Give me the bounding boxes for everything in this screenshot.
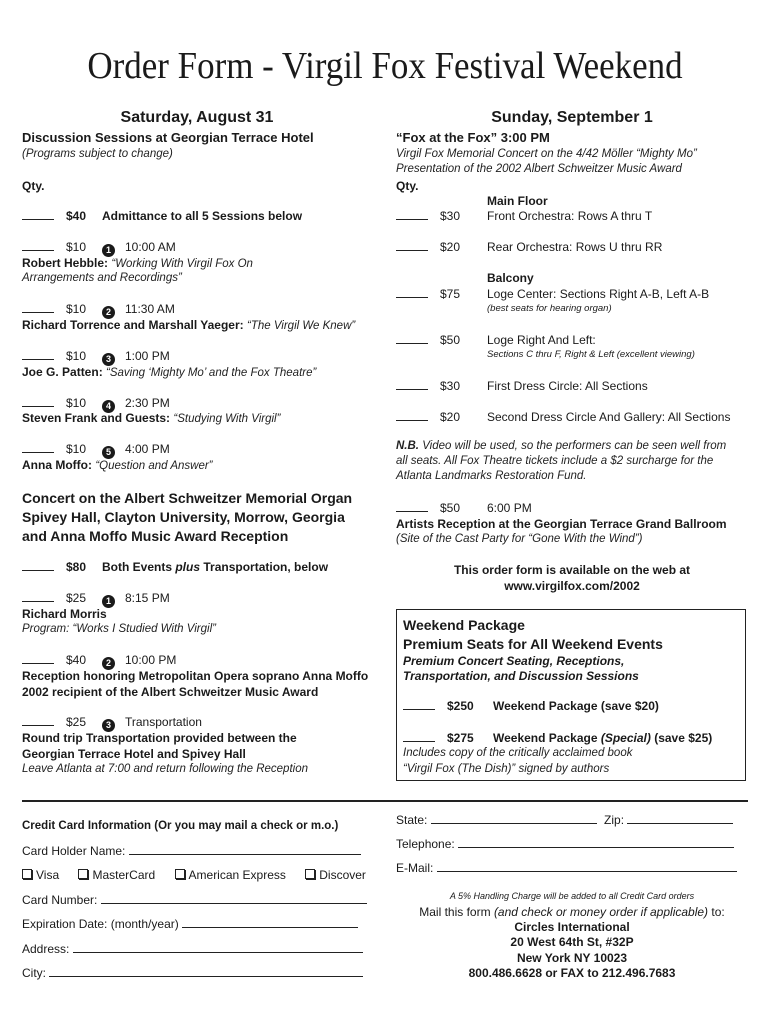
field-label: Card Holder Name: — [22, 844, 126, 858]
price: $20 — [440, 240, 461, 254]
nb-line-3: Atlanta Landmarks Restoration Fund. — [396, 470, 587, 482]
row-label: Admittance to all 5 Sessions below — [102, 209, 303, 223]
option-label: Weekend Package — [493, 731, 601, 745]
price: $10 — [66, 302, 87, 316]
qty-blank[interactable] — [22, 312, 54, 313]
org-phone: 800.486.6628 or FAX to 212.496.7683 — [468, 966, 676, 980]
reception-desc-1: Artists Reception at the Georgian Terrace Grand Ballroom — [396, 517, 727, 531]
qty-blank[interactable] — [22, 452, 54, 453]
seat-label: Loge Right And Left: — [487, 333, 596, 347]
blank-line[interactable] — [437, 871, 737, 872]
qty-blank[interactable] — [403, 741, 435, 742]
concert-heading-2: Spivey Hall, Clayton University, Morrow, Georgia — [22, 509, 345, 525]
qty-blank[interactable] — [22, 663, 54, 664]
time: 2:30 PM — [125, 396, 170, 410]
field-label: State: — [396, 813, 428, 827]
number-badge: 1 — [102, 595, 115, 608]
price: $50 — [440, 501, 461, 515]
time: 8:15 PM — [125, 591, 170, 605]
checkbox-icon[interactable] — [305, 869, 315, 879]
row-label-end: Transportation, below — [200, 560, 329, 574]
price: $250 — [447, 699, 474, 713]
mail-text: Mail this form — [419, 905, 494, 919]
package-title-1: Weekend Package — [403, 617, 525, 633]
package-sub-2: Transportation, and Discussion Sessions — [403, 669, 639, 683]
session-row-2 — [22, 302, 175, 319]
divider-rule — [22, 800, 748, 802]
field-label: City: — [22, 966, 46, 980]
field-label: Address: — [22, 942, 70, 956]
seat-row-4 — [396, 333, 596, 347]
blank-line[interactable] — [129, 854, 361, 855]
speaker: Richard Torrence and Marshall Yaeger: — [22, 318, 244, 332]
price: $275 — [447, 731, 474, 745]
price: $25 — [66, 591, 87, 605]
session-row-3 — [22, 349, 170, 366]
session-desc-2 — [22, 318, 355, 332]
event-row-2 — [22, 653, 176, 670]
session-desc-5 — [22, 458, 213, 472]
web-note-1: This order form is available on the web at — [453, 563, 691, 577]
qty-blank[interactable] — [22, 359, 54, 360]
qty-label-sun: Qty. — [396, 179, 419, 193]
email-field[interactable] — [396, 861, 737, 875]
city-field[interactable] — [22, 966, 363, 980]
event-row-3 — [22, 715, 202, 732]
qty-blank[interactable] — [22, 725, 54, 726]
price: $40 — [66, 209, 87, 223]
card-label: MasterCard — [92, 868, 156, 882]
event-row-1 — [22, 591, 170, 608]
sunday-heading: Sunday, September 1 — [491, 109, 653, 126]
org-address-1: 20 West 64th St, #32P — [510, 935, 634, 949]
fox-desc-1: Virgil Fox Memorial Concert on the 4/42 Möller “Mighty Mo” — [396, 148, 697, 160]
field-label: E-Mail: — [396, 861, 434, 875]
price: $20 — [440, 410, 461, 424]
mail-paren: (and check or money order if applicable) — [493, 905, 709, 919]
discover-option[interactable] — [305, 868, 366, 882]
seat-row-1 — [396, 209, 652, 223]
price: $10 — [66, 240, 87, 254]
number-badge: 2 — [102, 306, 115, 319]
number-badge: 1 — [102, 244, 115, 257]
seat-row-6 — [396, 410, 730, 424]
card-type-row — [22, 868, 366, 882]
seat-note-3: (best seats for hearing organ) — [487, 303, 612, 314]
event-desc-1a: Richard Morris — [22, 607, 107, 621]
seat-label: Loge Center: Sections Right A-B, Left A-B — [487, 287, 710, 301]
state-field[interactable] — [396, 813, 597, 827]
page-title: Order Form - Virgil Fox Festival Weekend — [87, 45, 683, 87]
handling-note: A 5% Handling Charge will be added to all Credit Card orders — [449, 891, 695, 901]
seat-note-4: Sections C thru F, Right & Left (excellent viewing) — [487, 349, 695, 360]
nb-label: N.B. — [396, 440, 419, 452]
blank-line[interactable] — [627, 823, 733, 824]
seat-label: Second Dress Circle And Gallery: All Sections — [487, 410, 731, 424]
session-row-1 — [22, 240, 176, 257]
session-desc-1b: Arrangements and Recordings” — [22, 272, 182, 284]
seat-row-2 — [396, 240, 662, 254]
number-badge: 3 — [102, 719, 115, 732]
qty-blank[interactable] — [396, 511, 428, 512]
saturday-heading: Saturday, August 31 — [120, 109, 274, 126]
qty-blank[interactable] — [22, 219, 54, 220]
speaker: Steven Frank and Guests: — [22, 411, 171, 425]
qty-blank[interactable] — [396, 297, 428, 298]
number-badge: 4 — [102, 400, 115, 413]
nb-line-2: all seats. All Fox Theatre tickets include a $2 surcharge for the — [396, 455, 714, 467]
price: $10 — [66, 396, 87, 410]
package-option-2 — [403, 731, 712, 745]
blank-line[interactable] — [101, 903, 367, 904]
event-desc-1b: Program: “Works I Studied With Virgil” — [22, 623, 216, 635]
event-desc-3b: Georgian Terrace Hotel and Spivey Hall — [22, 747, 246, 761]
address-field[interactable] — [22, 942, 363, 956]
time: 10:00 AM — [125, 240, 176, 254]
reception-row — [396, 501, 532, 515]
speaker: Anna Moffo: — [22, 458, 92, 472]
amex-option[interactable] — [175, 868, 286, 882]
option-label-end: (save $25) — [650, 731, 713, 745]
time: 11:30 AM — [125, 302, 175, 316]
qty-blank[interactable] — [403, 709, 435, 710]
qty-blank[interactable] — [396, 219, 428, 220]
package-note-1: Includes copy of the critically acclaimed book — [403, 747, 633, 759]
org-address-2: New York NY 10023 — [516, 951, 628, 965]
card-holder-field[interactable] — [22, 844, 361, 858]
qty-blank[interactable] — [22, 570, 54, 571]
speaker: Joe G. Patten: — [22, 365, 103, 379]
special-label: (Special) — [600, 731, 651, 745]
row-label: Both Events — [102, 560, 176, 574]
package-note-2: “Virgil Fox (The Dish)” signed by authors — [403, 763, 610, 775]
number-badge: 3 — [102, 353, 115, 366]
card-label: American Express — [188, 868, 286, 882]
qty-blank[interactable] — [396, 250, 428, 251]
package-title-2: Premium Seats for All Weekend Events — [403, 636, 663, 652]
nb-text: Video will be used, so the performers can be seen well from — [419, 440, 727, 452]
both-events-row — [22, 560, 328, 574]
org-name: Circles International — [514, 920, 630, 934]
qty-blank[interactable] — [396, 389, 428, 390]
qty-blank[interactable] — [22, 406, 54, 407]
qty-blank[interactable] — [22, 250, 54, 251]
time: 1:00 PM — [125, 349, 170, 363]
telephone-field[interactable] — [396, 837, 734, 851]
time: 4:00 PM — [125, 442, 170, 456]
option-label: Weekend Package (save $20) — [493, 699, 659, 713]
qty-blank[interactable] — [396, 343, 428, 344]
field-label: Telephone: — [396, 837, 455, 851]
number-badge: 2 — [102, 657, 115, 670]
mail-to: to: — [708, 905, 725, 919]
session-desc-3 — [22, 365, 316, 379]
seat-row-3 — [396, 287, 709, 301]
price: $10 — [66, 442, 87, 456]
session-desc-1 — [22, 256, 253, 270]
number-badge: 5 — [102, 446, 115, 459]
seat-label: First Dress Circle: All Sections — [487, 379, 648, 393]
price: $50 — [440, 333, 461, 347]
expiration-field[interactable] — [22, 917, 358, 931]
checkbox-icon[interactable] — [175, 869, 185, 879]
session-desc-4 — [22, 411, 280, 425]
discussion-note: (Programs subject to change) — [22, 148, 173, 160]
checkbox-icon[interactable] — [78, 869, 88, 879]
card-label: Discover — [319, 868, 366, 882]
price: $40 — [66, 653, 87, 667]
topic: “Saving ‘Mighty Mo’ and the Fox Theatre” — [106, 367, 317, 379]
mastercard-option[interactable] — [78, 868, 155, 882]
blank-line[interactable] — [182, 927, 358, 928]
fox-desc-2: Presentation of the 2002 Albert Schweitzer Music Award — [396, 163, 682, 175]
time: 10:00 PM — [125, 653, 177, 667]
plus-word: plus — [175, 560, 201, 574]
topic: “Studying With Virgil” — [173, 413, 281, 425]
card-number-field[interactable] — [22, 893, 367, 907]
price: $25 — [66, 715, 87, 729]
topic: “Question and Answer” — [95, 460, 213, 472]
checkbox-icon[interactable] — [22, 869, 32, 879]
zip-field[interactable] — [604, 813, 733, 827]
sessions-all-row — [22, 209, 302, 223]
state-zip-row — [396, 813, 733, 827]
event-desc-3a: Round trip Transportation provided between the — [22, 731, 297, 745]
card-label: Visa — [36, 868, 60, 882]
main-floor-label: Main Floor — [487, 194, 548, 208]
seat-label: Rear Orchestra: Rows U thru RR — [487, 240, 663, 254]
event-desc-2a: Reception honoring Metropolitan Opera soprano Anna Moffo — [22, 669, 369, 683]
package-option-1 — [403, 699, 659, 713]
price: $30 — [440, 209, 461, 223]
blank-line[interactable] — [431, 823, 597, 824]
time: 6:00 PM — [487, 501, 532, 515]
event-desc-2b: 2002 recipient of the Albert Schweitzer Music Award — [22, 685, 319, 699]
concert-heading-3: and Anna Moffo Music Award Reception — [22, 528, 289, 544]
package-sub-1: Premium Concert Seating, Receptions, — [403, 654, 625, 668]
field-label: Card Number: — [22, 893, 98, 907]
fox-heading: “Fox at the Fox” 3:00 PM — [396, 130, 550, 145]
field-label: Zip: — [604, 813, 625, 827]
payment-heading: Credit Card Information (Or you may mail a check or m.o.) — [22, 820, 339, 832]
visa-option[interactable] — [22, 868, 59, 882]
session-row-5 — [22, 442, 170, 459]
reception-desc-2: (Site of the Cast Party for “Gone With the Wind”) — [396, 533, 643, 545]
qty-label-sat: Qty. — [22, 179, 45, 193]
blank-line[interactable] — [49, 976, 363, 977]
event-desc-3c: Leave Atlanta at 7:00 and return following the Reception — [22, 763, 308, 775]
mail-instruction — [396, 905, 748, 919]
web-note-2[interactable]: www.virgilfox.com/2002 — [504, 579, 640, 593]
price: $75 — [440, 287, 461, 301]
concert-heading-1: Concert on the Albert Schweitzer Memorial Organ — [22, 490, 353, 506]
blank-line[interactable] — [458, 847, 734, 848]
qty-blank[interactable] — [396, 420, 428, 421]
price: $80 — [66, 560, 87, 574]
qty-blank[interactable] — [22, 601, 54, 602]
topic: “The Virgil We Knew” — [246, 320, 356, 332]
price: $10 — [66, 349, 87, 363]
discussion-heading: Discussion Sessions at Georgian Terrace Hotel — [22, 130, 314, 145]
time: Transportation — [125, 715, 202, 729]
field-label: Expiration Date: (month/year) — [22, 917, 179, 931]
price: $30 — [440, 379, 461, 393]
seat-row-5 — [396, 379, 648, 393]
seat-label: Front Orchestra: Rows A thru T — [487, 209, 653, 223]
balcony-label: Balcony — [487, 271, 534, 285]
topic: “Working With Virgil Fox On — [111, 258, 253, 270]
blank-line[interactable] — [73, 952, 363, 953]
nb-line-1 — [396, 440, 726, 452]
speaker: Robert Hebble: — [22, 256, 109, 270]
